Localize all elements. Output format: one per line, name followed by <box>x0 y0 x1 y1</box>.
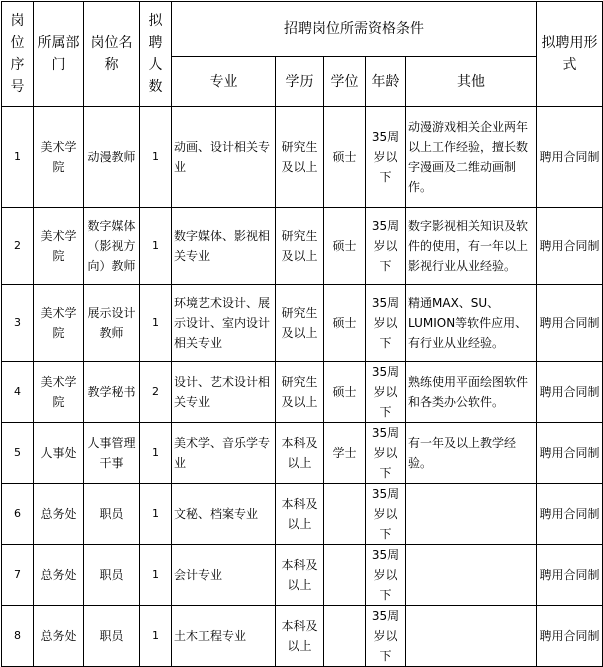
header-edu: 学历 <box>276 57 324 107</box>
row-degree <box>324 606 366 667</box>
header-dept: 所属部门 <box>34 2 84 107</box>
row-edu: 研究生及以上 <box>276 285 324 362</box>
header-count: 拟聘人数 <box>140 2 172 107</box>
row-major: 设计、艺术设计相关专业 <box>172 362 276 423</box>
row-age: 35周岁以下 <box>366 484 406 545</box>
row-post: 职员 <box>84 484 140 545</box>
row-dept: 美术学院 <box>34 208 84 285</box>
row-seq: 2 <box>2 208 34 285</box>
row-major: 动画、设计相关专业 <box>172 107 276 208</box>
row-seq: 6 <box>2 484 34 545</box>
table-row <box>2 484 603 545</box>
row-post: 人事管理干事 <box>84 423 140 484</box>
row-dept: 总务处 <box>34 545 84 606</box>
row-age: 35周岁以下 <box>366 208 406 285</box>
row-other: 精通MAX、SU、LUMION等软件应用、有行业从业经验。 <box>406 285 537 362</box>
row-count: 1 <box>140 208 172 285</box>
row-age: 35周岁以下 <box>366 285 406 362</box>
row-post: 数字媒体（影视方向）教师 <box>84 208 140 285</box>
row-post: 动漫教师 <box>84 107 140 208</box>
row-post: 教学秘书 <box>84 362 140 423</box>
row-dept: 人事处 <box>34 423 84 484</box>
table-row <box>2 545 603 606</box>
row-count: 2 <box>140 362 172 423</box>
row-age: 35周岁以下 <box>366 545 406 606</box>
table-row <box>2 423 603 484</box>
row-post: 职员 <box>84 545 140 606</box>
row-major: 美术学、音乐学专业 <box>172 423 276 484</box>
row-count: 1 <box>140 107 172 208</box>
row-count: 1 <box>140 285 172 362</box>
row-edu: 本科及以上 <box>276 484 324 545</box>
row-other: 动漫游戏相关企业两年以上工作经验，擅长数字漫画及二维动画制作。 <box>406 107 537 208</box>
row-degree: 硕士 <box>324 208 366 285</box>
row-major: 数字媒体、影视相关专业 <box>172 208 276 285</box>
row-other <box>406 545 537 606</box>
row-edu: 本科及以上 <box>276 423 324 484</box>
row-other: 有一年及以上教学经验。 <box>406 423 537 484</box>
row-degree: 硕士 <box>324 362 366 423</box>
row-form: 聘用合同制 <box>537 484 603 545</box>
row-count: 1 <box>140 606 172 667</box>
row-dept: 美术学院 <box>34 107 84 208</box>
row-age: 35周岁以下 <box>366 107 406 208</box>
row-other <box>406 484 537 545</box>
row-degree <box>324 545 366 606</box>
table-body <box>2 107 603 667</box>
row-seq: 7 <box>2 545 34 606</box>
row-other: 数字影视相关知识及软件的使用，有一年以上影视行业从业经验。 <box>406 208 537 285</box>
row-dept: 美术学院 <box>34 362 84 423</box>
table-row <box>2 107 603 208</box>
row-form: 聘用合同制 <box>537 606 603 667</box>
row-form: 聘用合同制 <box>537 107 603 208</box>
row-edu: 研究生及以上 <box>276 208 324 285</box>
header-major: 专业 <box>172 57 276 107</box>
row-major: 环境艺术设计、展示设计、室内设计相关专业 <box>172 285 276 362</box>
row-post: 展示设计教师 <box>84 285 140 362</box>
row-form: 聘用合同制 <box>537 423 603 484</box>
row-count: 1 <box>140 484 172 545</box>
row-edu: 研究生及以上 <box>276 107 324 208</box>
row-age: 35周岁以下 <box>366 362 406 423</box>
row-count: 1 <box>140 545 172 606</box>
row-dept: 美术学院 <box>34 285 84 362</box>
row-seq: 3 <box>2 285 34 362</box>
row-form: 聘用合同制 <box>537 362 603 423</box>
row-form: 聘用合同制 <box>537 285 603 362</box>
row-age: 35周岁以下 <box>366 423 406 484</box>
row-form: 聘用合同制 <box>537 208 603 285</box>
row-dept: 总务处 <box>34 484 84 545</box>
header-degree: 学位 <box>324 57 366 107</box>
row-post: 职员 <box>84 606 140 667</box>
header-other: 其他 <box>406 57 537 107</box>
row-seq: 4 <box>2 362 34 423</box>
row-degree: 硕士 <box>324 285 366 362</box>
row-count: 1 <box>140 423 172 484</box>
table-row <box>2 208 603 285</box>
row-other: 熟练使用平面绘图软件和各类办公软件。 <box>406 362 537 423</box>
row-seq: 8 <box>2 606 34 667</box>
row-degree <box>324 484 366 545</box>
table-row <box>2 362 603 423</box>
row-form: 聘用合同制 <box>537 545 603 606</box>
row-other <box>406 606 537 667</box>
row-major: 文秘、档案专业 <box>172 484 276 545</box>
row-edu: 本科及以上 <box>276 545 324 606</box>
header-conditions: 招聘岗位所需资格条件 <box>172 2 537 57</box>
table-row <box>2 285 603 362</box>
row-major: 土木工程专业 <box>172 606 276 667</box>
header-form: 拟聘用形式 <box>537 2 603 107</box>
row-age: 35周岁以下 <box>366 606 406 667</box>
row-seq: 1 <box>2 107 34 208</box>
header-post: 岗位名称 <box>84 2 140 107</box>
row-edu: 本科及以上 <box>276 606 324 667</box>
recruitment-table <box>1 1 603 667</box>
row-degree: 硕士 <box>324 107 366 208</box>
row-major: 会计专业 <box>172 545 276 606</box>
row-degree: 学士 <box>324 423 366 484</box>
header-seq: 岗位序号 <box>2 2 34 107</box>
header-age: 年龄 <box>366 57 406 107</box>
row-dept: 总务处 <box>34 606 84 667</box>
row-edu: 研究生及以上 <box>276 362 324 423</box>
row-seq: 5 <box>2 423 34 484</box>
table-row <box>2 606 603 667</box>
